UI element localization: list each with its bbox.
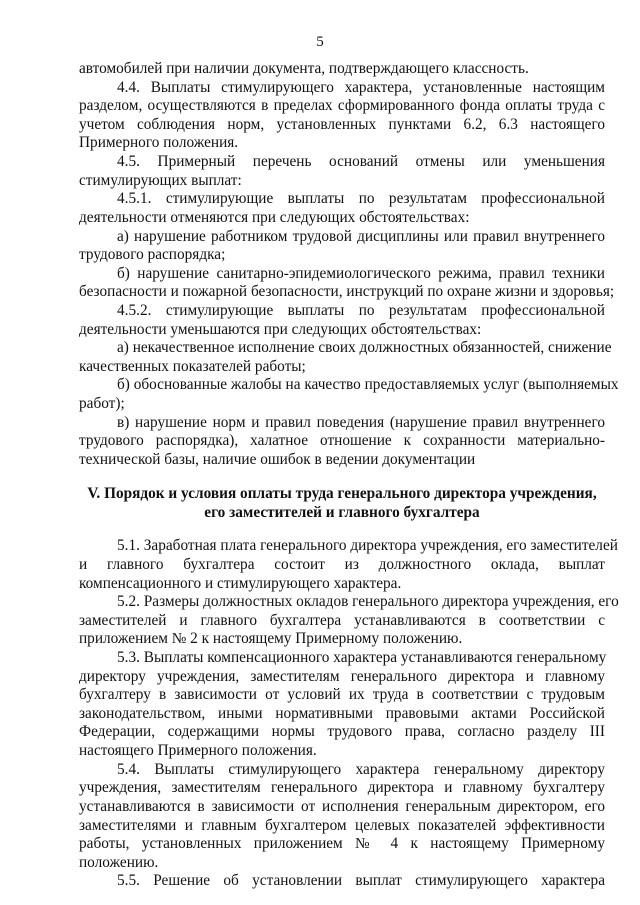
text-line: а) нарушение работником трудовой дисциплины или правил внутреннего: [117, 227, 605, 245]
text-line: б) обоснованные жалобы на качество предоставляемых услуг (выполняемых: [117, 376, 619, 394]
text-line: работ);: [79, 395, 125, 412]
text-line: трудового распорядка;: [79, 246, 226, 264]
text-line: 5.2. Размеры должностных окладов генерального директора учреждения, его: [117, 593, 619, 611]
text-line: заместителей и главного бухгалтера устанавливаются в соответствии с: [79, 611, 605, 629]
text-line: б) нарушение санитарно-эпидемиологического режима, правил техники: [117, 264, 605, 282]
text-line: 4.5. Примерный перечень оснований отмены или уменьшения: [117, 153, 605, 171]
text-line: в) нарушение норм и правил поведения (нарушение правил внутреннего: [117, 413, 605, 431]
text-line: автомобилей при наличии документа, подтверждающего классность.: [79, 60, 529, 77]
text-line: учетом соблюдения норм, установленных пунктами 6.2, 6.3 настоящего: [79, 115, 605, 133]
text-line: 5.1. Заработная плата генерального директора учреждения, его заместителей: [117, 537, 618, 555]
text-line: безопасности и пожарной безопасности, инструкций по охране жизни и здоровья;: [79, 283, 615, 301]
text-line: Примерного положения.: [79, 134, 239, 152]
text-line: положению.: [79, 853, 159, 871]
text-line: 4.5.1. стимулирующие выплаты по результатам профессиональной: [117, 190, 605, 208]
text-line: приложением № 2 к настоящему Примерному положению.: [79, 630, 463, 648]
section-title: его заместителей и главного бухгалтера: [204, 503, 480, 521]
text-line: настоящего Примерного положения.: [79, 742, 317, 760]
page-number: 5: [316, 34, 324, 50]
section-title: V. Порядок и условия оплаты труда генерального директора учреждения,: [87, 485, 597, 503]
text-line: устанавливаются в зависимости от исполнения генеральным директором, его: [79, 797, 605, 815]
text-line: стимулирующих выплат:: [79, 171, 242, 189]
text-line: и главного бухгалтера состоит из должностного оклада, выплат: [79, 555, 605, 573]
text-line: директору учреждения, заместителям генерального директора и главному: [79, 667, 605, 685]
text-line: 5.4. Выплаты стимулирующего характера генеральному директору: [117, 760, 605, 778]
text-line: законодательством, иными нормативными правовыми актами Российской: [79, 704, 605, 722]
text-line: компенсационного и стимулирующего характера.: [79, 574, 402, 592]
text-line: разделом, осуществляются в пределах сформированного фонда оплаты труда с: [79, 97, 605, 115]
text-line: трудового распорядка), халатное отношение к сохранности материально-: [79, 432, 605, 450]
text-line: 4.4. Выплаты стимулирующего характера, установленные настоящим: [117, 78, 605, 96]
text-line: качественных показателей работы;: [79, 357, 306, 375]
text-line: 4.5.2. стимулирующие выплаты по результатам профессиональной: [117, 301, 605, 319]
text-line: бухгалтеру в зависимости от условий их труда в соответствии с трудовым: [79, 686, 605, 704]
text-line: 5.3. Выплаты компенсационного характера устанавливаются генеральному: [117, 649, 607, 667]
text-line: технической базы, наличие ошибок в ведении документации: [79, 450, 476, 468]
text-line: деятельности уменьшаются при следующих обстоятельствах:: [79, 320, 482, 338]
text-line: заместителями и главным бухгалтером целевых показателей эффективности: [79, 816, 605, 834]
text-line: учреждения, заместителям генерального директора и главному бухгалтеру: [79, 779, 605, 797]
text-line: а) некачественное исполнение своих должностных обязанностей, снижение: [117, 339, 612, 357]
text-line: работы, установленных приложением № 4 к настоящему Примерному: [79, 835, 605, 853]
text-line: 5.5. Решение об установлении выплат стимулирующего характера: [117, 872, 605, 890]
text-line: Федерации, содержащими нормы трудового права, согласно разделу III: [79, 723, 605, 741]
text-line: деятельности отменяются при следующих обстоятельствах:: [79, 208, 470, 226]
